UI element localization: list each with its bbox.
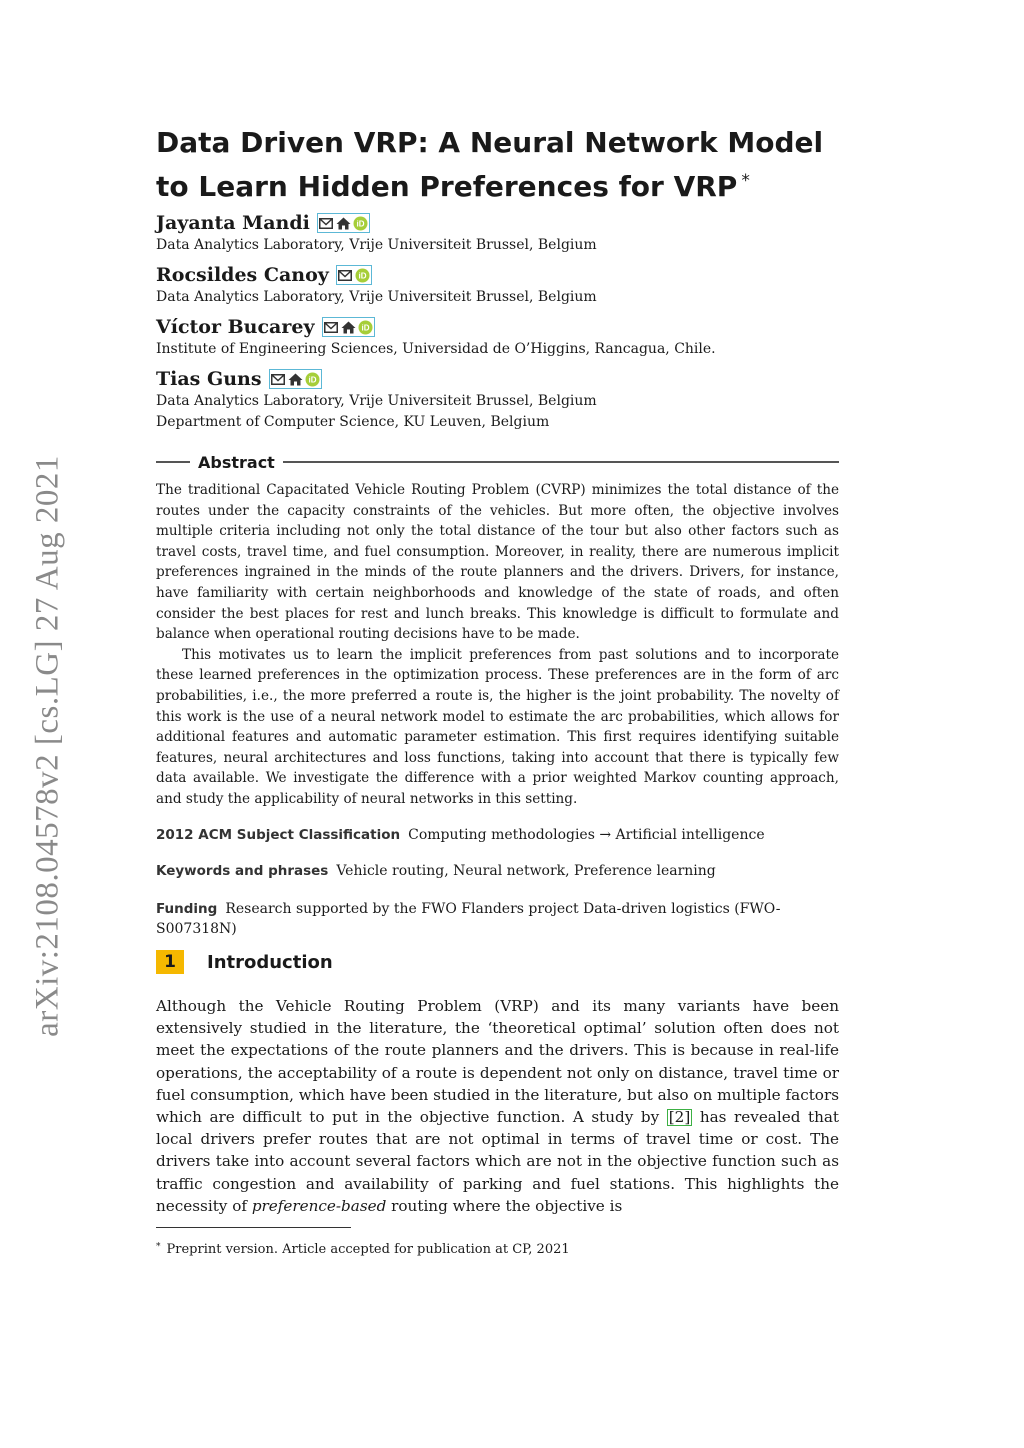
funding xyxy=(156,899,839,939)
author-name: Rocsildes Canoy xyxy=(156,264,329,286)
svg-text:iD: iD xyxy=(356,219,365,228)
abstract-label: Abstract xyxy=(198,452,275,472)
heading-rule xyxy=(283,461,839,463)
footnote-rule xyxy=(156,1227,351,1228)
envelope-icon[interactable] xyxy=(318,215,335,232)
body-text-segment: routing where the objective is xyxy=(391,1196,623,1215)
affiliation: Data Analytics Laboratory, Vrije Universiteit Brussel, Belgium xyxy=(156,289,597,305)
title-text: Data Driven VRP: A Neural Network Model to Learn Hidden Preferences for VRP xyxy=(156,126,824,203)
footnote-marker: * xyxy=(156,1242,161,1252)
orcid-icon[interactable] xyxy=(354,267,371,284)
envelope-icon[interactable] xyxy=(337,267,354,284)
author-name: Tias Guns xyxy=(156,368,262,390)
meta-value: Research supported by the FWO Flanders project Data-driven logistics (FWO-S007318N) xyxy=(156,901,781,937)
svg-text:iD: iD xyxy=(361,323,369,332)
author-links xyxy=(336,265,372,285)
home-icon[interactable] xyxy=(287,371,304,388)
meta-value: Computing methodologies → Artificial intelligence xyxy=(408,827,765,843)
home-icon[interactable] xyxy=(340,319,357,336)
svg-text:iD: iD xyxy=(308,375,317,384)
section-number: 1 xyxy=(156,950,184,974)
meta-label: 2012 ACM Subject Classification xyxy=(156,827,401,843)
author-name: Víctor Bucarey xyxy=(156,316,315,338)
author-name: Jayanta Mandi xyxy=(156,212,310,234)
svg-text:iD: iD xyxy=(358,271,367,280)
title-footnote-marker: * xyxy=(741,171,750,191)
abstract-body xyxy=(156,480,839,810)
arxiv-identifier: arXiv:2108.04578v2 [cs.LG] 27 Aug 2021 xyxy=(29,455,66,1037)
orcid-icon[interactable] xyxy=(352,215,369,232)
author-block xyxy=(156,315,716,360)
affiliation: Data Analytics Laboratory, Vrije Universiteit Brussel, Belgium xyxy=(156,237,597,253)
envelope-icon[interactable] xyxy=(323,319,340,336)
abstract-paragraph: This motivates us to learn the implicit preferences from past solutions and to incorporate these learned preferences in the optimization process. These preferences are in the form of arc probabilities, i.e., the more preferred a route is, the higher is the joint probability. The novelty of this work is the use of a neural network model to estimate the arc probabilities, which allows for additional features and automatic parameter estimation. This first requires identifying suitable features, neural architectures and loss functions, taking into account that there is typically few data available. We investigate the difference with a prior weighted Markov counting approach, and study the applicability of neural networks in this setting. xyxy=(156,646,839,807)
meta-label: Keywords and phrases xyxy=(156,863,329,879)
orcid-icon[interactable] xyxy=(357,319,374,336)
section-title: Introduction xyxy=(207,951,333,973)
abstract-paragraph: The traditional Capacitated Vehicle Routing Problem (CVRP) minimizes the total distance of the routes under the capacity constraints of the vehicles. But more often, the objective involves multiple criteria including not only the total distance of the tour but also other factors such as travel costs, travel time, and fuel consumption. Moreover, in reality, there are numerous implicit preferences ingrained in the minds of the route planners and the drivers. Drivers, for instance, have familiarity with certain neighborhoods and knowledge of the state of roads, and often consider the best places for rest and lunch breaks. This knowledge is difficult to formulate and balance when operational routing decisions have to be made. xyxy=(156,482,839,643)
author-block xyxy=(156,367,597,433)
author-links xyxy=(322,317,375,337)
abstract-heading xyxy=(156,451,839,473)
intro-paragraph xyxy=(156,995,839,1217)
affiliation: Data Analytics Laboratory, Vrije Universiteit Brussel, Belgium xyxy=(156,393,597,409)
author-links xyxy=(269,369,322,389)
author-block xyxy=(156,263,597,308)
home-icon[interactable] xyxy=(335,215,352,232)
acm-classification xyxy=(156,825,839,845)
footnote xyxy=(156,1238,570,1259)
section-heading xyxy=(156,950,333,974)
author-block xyxy=(156,211,597,256)
footnote-text: Preprint version. Article accepted for publication at CP, 2021 xyxy=(166,1242,570,1257)
body-text-segment: has revealed that local drivers prefer routes that are not optimal in terms of travel time or cost. The drivers take into account several factors which are not in the objective function such as traffic congestion and availability of parking and fuel stations. This highlights the necessity of xyxy=(156,1108,840,1215)
keywords xyxy=(156,861,839,881)
meta-value: Vehicle routing, Neural network, Preference learning xyxy=(336,863,716,879)
affiliation: Institute of Engineering Sciences, Universidad de O’Higgins, Rancagua, Chile. xyxy=(156,341,716,357)
emphasis-text: preference-based xyxy=(251,1196,387,1215)
meta-label: Funding xyxy=(156,901,218,917)
heading-rule xyxy=(156,461,190,463)
orcid-icon[interactable] xyxy=(304,371,321,388)
body-text-segment: Although the Vehicle Routing Problem (VRP) and its many variants have been extensively studied in the literature, the ‘theoretical optimal’ solution often does not meet the expectations of the route planners and the drivers. This is because in real-life operations, the acceptability of a route is dependent not only on distance, travel time or fuel consumption, which have been studied in the literature, but also on multiple factors which are difficult to put in the objective function. A study by xyxy=(156,997,839,1127)
envelope-icon[interactable] xyxy=(270,371,287,388)
citation-link[interactable]: [2] xyxy=(668,1108,691,1127)
affiliation: Department of Computer Science, KU Leuven, Belgium xyxy=(156,414,550,430)
citation-number: 2 xyxy=(674,1108,685,1127)
author-links xyxy=(317,213,370,233)
paper-title xyxy=(156,124,839,206)
